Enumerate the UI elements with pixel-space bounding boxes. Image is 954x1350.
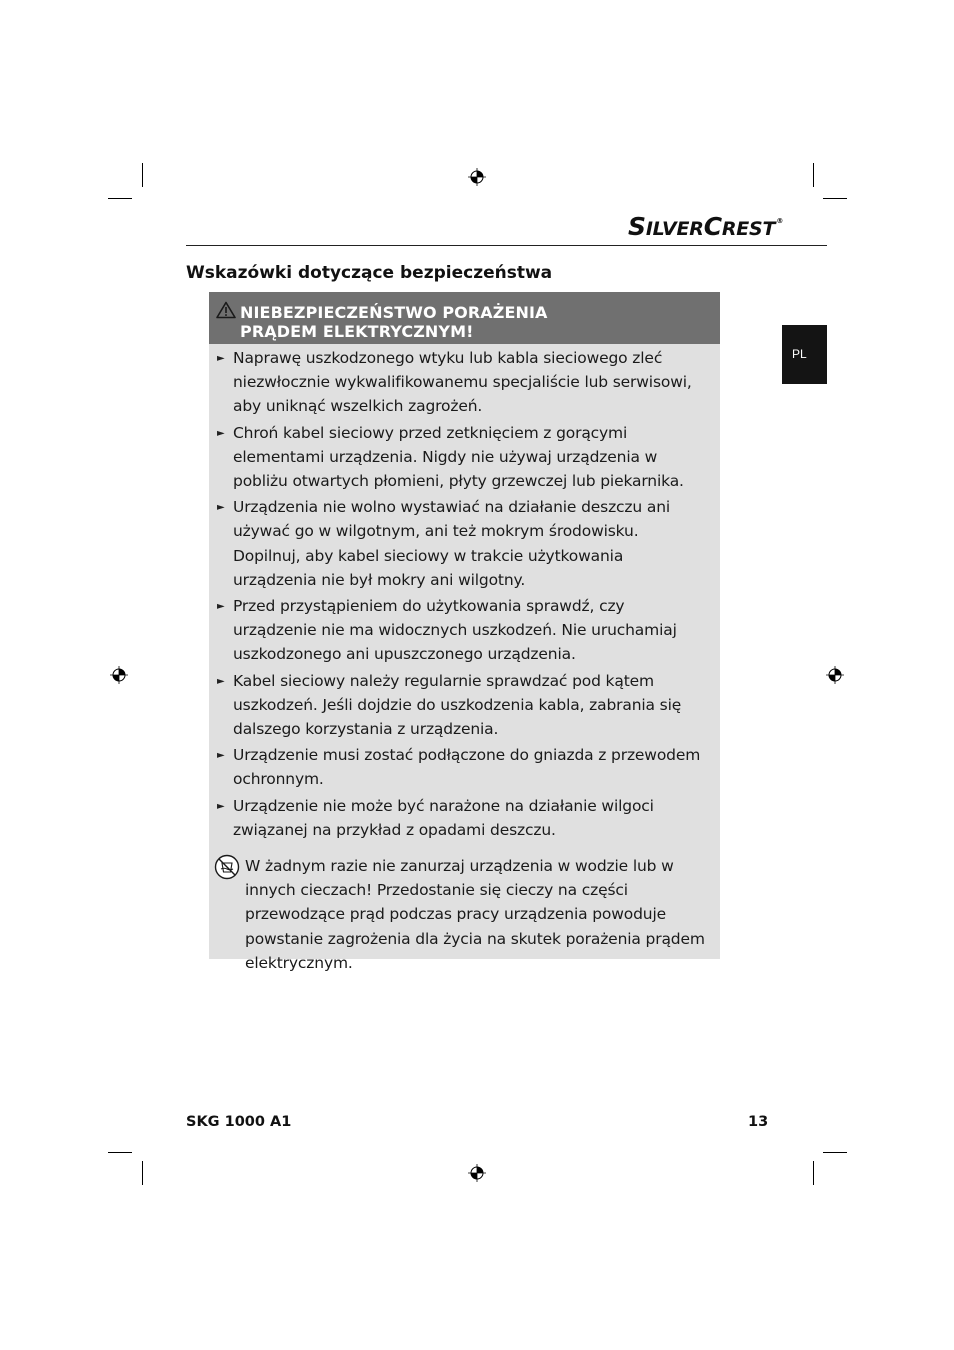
header-rule — [186, 245, 827, 246]
registration-mark-icon — [826, 666, 844, 684]
list-item — [209, 594, 720, 667]
no-immersion-icon — [214, 854, 240, 880]
list-item-text: Kabel sieciowy należy regularnie sprawdzać pod kątem uszkodzeń. Jeśli dojdzie do uszkodzenia kabla, zabrania się dalszego korzystania z urządzenia. — [233, 671, 682, 739]
note-text: W żadnym razie nie zanurzaj urządzenia w wodzie lub w innych cieczach! Przedostanie się cieczy na części przewodzące prąd podczas pracy urządzenia powoduje powstanie zagrożenia dla życia na skutek porażenia prądem elektrycznym. — [245, 857, 705, 972]
warning-box — [209, 292, 720, 972]
list-item — [209, 495, 720, 592]
list-item-text: Urządzenie nie może być narażone na działanie wilgoci związanej na przykład z opadami deszczu. — [233, 796, 654, 839]
bullet-arrow-icon: ► — [217, 427, 225, 439]
list-item-text: Urządzenia nie wolno wystawiać na działanie deszczu ani używać go w wilgotnym, ani też mokrym środowisku. Dopilnuj, aby kabel sieciowy w trakcie użytkowania urządzenia nie był mokry ani wilgotny. — [233, 498, 671, 589]
list-item — [209, 421, 720, 494]
language-tab — [782, 325, 827, 384]
bullet-arrow-icon: ► — [217, 601, 225, 613]
language-tab-label: PL — [792, 347, 807, 361]
crop-mark — [813, 163, 814, 187]
crop-mark — [142, 163, 143, 187]
crop-mark — [813, 1161, 814, 1185]
crop-mark — [823, 198, 847, 199]
warning-triangle-icon — [216, 301, 236, 319]
bullet-arrow-icon: ► — [217, 675, 225, 687]
list-item — [209, 669, 720, 742]
list-item-text: Przed przystąpieniem do użytkowania sprawdź, czy urządzenie nie ma widocznych uszkodzeń. Nie uruchamiaj uszkodzonego ani upuszczonego urządzenia. — [233, 597, 677, 664]
warning-box-title — [240, 303, 710, 341]
footer-model: SKG 1000 A1 — [186, 1114, 292, 1130]
brand-logo: SILVERCREST® — [628, 212, 784, 241]
warning-title-line1: NIEBEZPIECZEŃSTWO PORAŻENIA — [240, 303, 548, 322]
warning-title-line2: PRĄDEM ELEKTRYCZNYM! — [240, 322, 474, 341]
list-item — [209, 743, 720, 791]
registration-mark-icon — [468, 1164, 486, 1182]
section-title: Wskazówki dotyczące bezpieczeństwa — [186, 263, 553, 283]
crop-mark — [142, 1161, 143, 1185]
bullet-arrow-icon: ► — [217, 750, 225, 762]
warning-list — [209, 346, 720, 844]
registration-mark-icon — [110, 666, 128, 684]
registration-mark-icon — [468, 168, 486, 186]
bullet-arrow-icon: ► — [217, 502, 225, 514]
list-item — [209, 346, 720, 419]
crop-mark — [108, 198, 132, 199]
list-item — [209, 794, 720, 842]
list-item-text: Chroń kabel sieciowy przed zetknięciem z gorącymi elementami urządzenia. Nigdy nie używaj urządzenia w pobliżu otwartych płomieni, płyty grzewczej lub piekarnika. — [233, 423, 684, 491]
crop-mark — [108, 1152, 132, 1153]
bullet-arrow-icon: ► — [217, 800, 225, 812]
page-number: 13 — [748, 1114, 769, 1130]
bullet-arrow-icon: ► — [217, 353, 225, 364]
crop-mark — [823, 1152, 847, 1153]
list-item-text: Urządzenie musi zostać podłączone do gniazda z przewodem ochronnym. — [233, 746, 701, 789]
list-item-text: Naprawę uszkodzonego wtyku lub kabla sieciowego zleć niezwłocznie wykwalifikowanemu specjaliście lub serwisowi, aby uniknąć wszelkich zagrożeń. — [233, 349, 692, 416]
warning-box-header — [209, 292, 720, 344]
